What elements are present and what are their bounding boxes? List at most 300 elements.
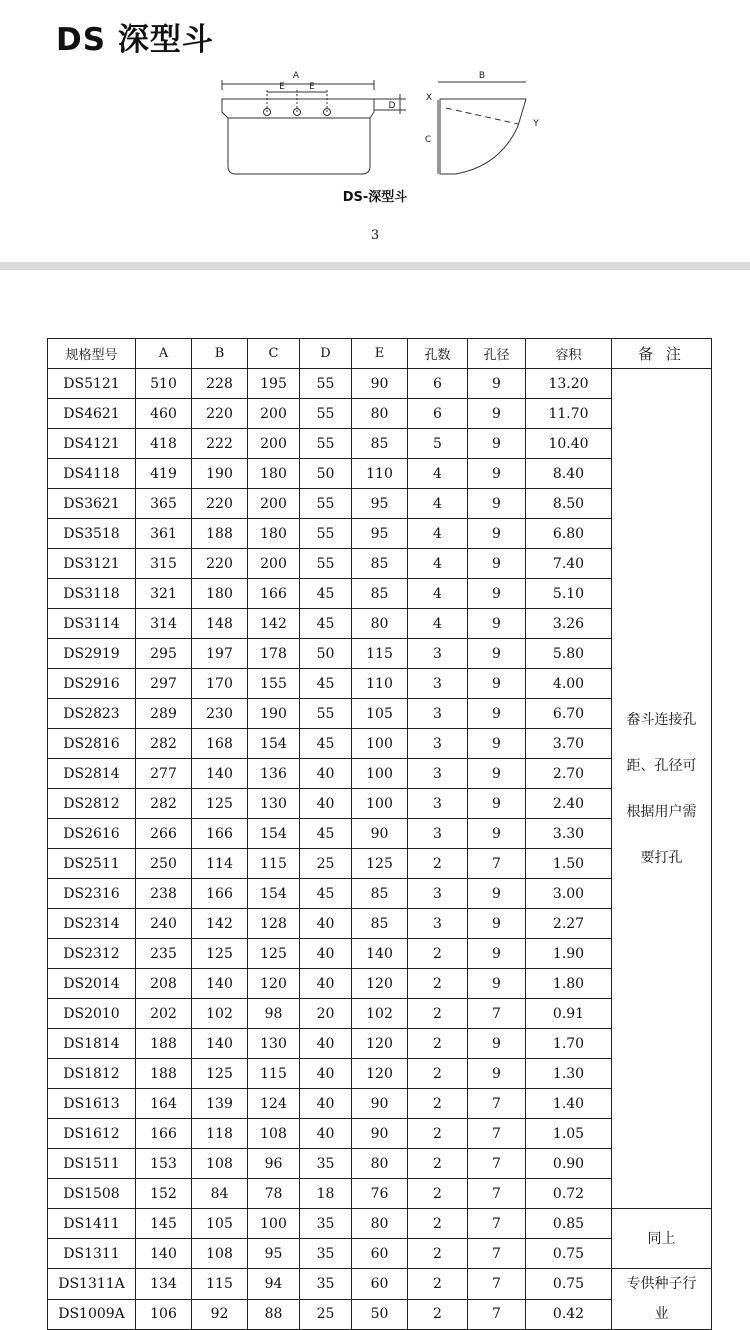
value-cell: 1.30	[526, 1059, 612, 1089]
value-cell: 190	[192, 459, 248, 489]
value-cell: 250	[136, 849, 192, 879]
value-cell: 197	[192, 639, 248, 669]
value-cell: 0.85	[526, 1209, 612, 1239]
value-cell: 100	[352, 789, 408, 819]
spec-table	[47, 338, 712, 1330]
value-cell: 2	[408, 849, 468, 879]
value-cell: 55	[300, 699, 352, 729]
model-cell: DS2812	[48, 789, 136, 819]
value-cell: 9	[468, 1029, 526, 1059]
remark-line: 专供种子行	[626, 1276, 697, 1292]
model-cell: DS2511	[48, 849, 136, 879]
model-cell: DS3621	[48, 489, 136, 519]
model-cell: DS3518	[48, 519, 136, 549]
value-cell: 35	[300, 1209, 352, 1239]
value-cell: 3	[408, 879, 468, 909]
value-cell: 11.70	[526, 399, 612, 429]
value-cell: 9	[468, 789, 526, 819]
value-cell: 282	[136, 789, 192, 819]
value-cell: 140	[192, 969, 248, 999]
value-cell: 188	[136, 1059, 192, 1089]
value-cell: 125	[192, 789, 248, 819]
table-row	[48, 369, 712, 399]
value-cell: 40	[300, 909, 352, 939]
value-cell: 45	[300, 729, 352, 759]
value-cell: 90	[352, 1119, 408, 1149]
value-cell: 4.00	[526, 669, 612, 699]
value-cell: 134	[136, 1269, 192, 1300]
value-cell: 5.10	[526, 579, 612, 609]
model-cell: DS2823	[48, 699, 136, 729]
model-cell: DS1411	[48, 1209, 136, 1239]
value-cell: 8.40	[526, 459, 612, 489]
value-cell: 230	[192, 699, 248, 729]
value-cell: 4	[408, 579, 468, 609]
value-cell: 40	[300, 939, 352, 969]
value-cell: 80	[352, 1149, 408, 1179]
value-cell: 3	[408, 699, 468, 729]
value-cell: 85	[352, 579, 408, 609]
value-cell: 85	[352, 879, 408, 909]
value-cell: 2	[408, 1269, 468, 1300]
remark-cell	[612, 369, 712, 1209]
value-cell: 105	[352, 699, 408, 729]
value-cell: 60	[352, 1269, 408, 1300]
value-cell: 40	[300, 789, 352, 819]
value-cell: 188	[136, 1029, 192, 1059]
value-cell: 108	[192, 1149, 248, 1179]
value-cell: 120	[352, 1029, 408, 1059]
value-cell: 2	[408, 969, 468, 999]
value-cell: 80	[352, 1209, 408, 1239]
value-cell: 145	[136, 1209, 192, 1239]
value-cell: 78	[248, 1179, 300, 1209]
value-cell: 25	[300, 1299, 352, 1330]
value-cell: 220	[192, 549, 248, 579]
value-cell: 45	[300, 579, 352, 609]
value-cell: 90	[352, 819, 408, 849]
value-cell: 510	[136, 369, 192, 399]
value-cell: 9	[468, 399, 526, 429]
value-cell: 40	[300, 1089, 352, 1119]
value-cell: 460	[136, 399, 192, 429]
value-cell: 7	[468, 849, 526, 879]
value-cell: 2	[408, 999, 468, 1029]
value-cell: 9	[468, 489, 526, 519]
value-cell: 140	[352, 939, 408, 969]
column-header: 孔径	[468, 339, 526, 369]
model-cell: DS2316	[48, 879, 136, 909]
value-cell: 125	[352, 849, 408, 879]
value-cell: 55	[300, 369, 352, 399]
section-divider	[0, 262, 750, 270]
value-cell: 9	[468, 459, 526, 489]
value-cell: 195	[248, 369, 300, 399]
diagram-caption: DS-深型斗	[342, 190, 408, 205]
side-view-outline	[440, 99, 526, 174]
value-cell: 154	[248, 729, 300, 759]
value-cell: 40	[300, 1119, 352, 1149]
value-cell: 7	[468, 1269, 526, 1300]
value-cell: 2	[408, 1179, 468, 1209]
value-cell: 200	[248, 399, 300, 429]
value-cell: 108	[248, 1119, 300, 1149]
value-cell: 96	[248, 1149, 300, 1179]
value-cell: 125	[192, 939, 248, 969]
model-cell: DS1812	[48, 1059, 136, 1089]
label-x: X	[425, 93, 433, 103]
value-cell: 6.80	[526, 519, 612, 549]
value-cell: 9	[468, 1059, 526, 1089]
value-cell: 8.50	[526, 489, 612, 519]
value-cell: 170	[192, 669, 248, 699]
value-cell: 90	[352, 369, 408, 399]
value-cell: 136	[248, 759, 300, 789]
value-cell: 148	[192, 609, 248, 639]
value-cell: 60	[352, 1239, 408, 1269]
value-cell: 124	[248, 1089, 300, 1119]
value-cell: 140	[192, 759, 248, 789]
value-cell: 153	[136, 1149, 192, 1179]
model-cell: DS2010	[48, 999, 136, 1029]
value-cell: 40	[300, 969, 352, 999]
value-cell: 238	[136, 879, 192, 909]
value-cell: 95	[352, 489, 408, 519]
remark-line: 业	[654, 1306, 669, 1322]
remark-cell	[612, 1269, 712, 1330]
value-cell: 297	[136, 669, 192, 699]
value-cell: 55	[300, 549, 352, 579]
value-cell: 10.40	[526, 429, 612, 459]
value-cell: 200	[248, 489, 300, 519]
value-cell: 102	[192, 999, 248, 1029]
value-cell: 115	[248, 849, 300, 879]
value-cell: 6	[408, 369, 468, 399]
value-cell: 154	[248, 879, 300, 909]
value-cell: 9	[468, 969, 526, 999]
value-cell: 140	[136, 1239, 192, 1269]
model-cell: DS2916	[48, 669, 136, 699]
model-cell: DS4621	[48, 399, 136, 429]
value-cell: 139	[192, 1089, 248, 1119]
remark-line: 同上	[647, 1230, 676, 1247]
label-e1: E	[279, 82, 285, 92]
value-cell: 2	[408, 1149, 468, 1179]
value-cell: 315	[136, 549, 192, 579]
model-cell: DS2014	[48, 969, 136, 999]
value-cell: 200	[248, 549, 300, 579]
value-cell: 108	[192, 1239, 248, 1269]
value-cell: 166	[136, 1119, 192, 1149]
value-cell: 2.40	[526, 789, 612, 819]
label-e2: E	[309, 82, 315, 92]
value-cell: 88	[248, 1299, 300, 1330]
value-cell: 125	[248, 939, 300, 969]
value-cell: 164	[136, 1089, 192, 1119]
model-cell: DS2314	[48, 909, 136, 939]
value-cell: 9	[468, 369, 526, 399]
value-cell: 1.80	[526, 969, 612, 999]
value-cell: 2	[408, 1209, 468, 1239]
table-row	[48, 1209, 712, 1239]
value-cell: 1.50	[526, 849, 612, 879]
value-cell: 1.90	[526, 939, 612, 969]
model-cell: DS2814	[48, 759, 136, 789]
value-cell: 6	[408, 399, 468, 429]
value-cell: 100	[248, 1209, 300, 1239]
value-cell: 2	[408, 1299, 468, 1330]
model-cell: DS1612	[48, 1119, 136, 1149]
value-cell: 55	[300, 399, 352, 429]
value-cell: 120	[352, 969, 408, 999]
value-cell: 142	[192, 909, 248, 939]
column-header: B	[192, 339, 248, 369]
value-cell: 90	[352, 1089, 408, 1119]
value-cell: 5	[408, 429, 468, 459]
value-cell: 9	[468, 729, 526, 759]
value-cell: 0.75	[526, 1239, 612, 1269]
value-cell: 168	[192, 729, 248, 759]
model-cell: DS1511	[48, 1149, 136, 1179]
value-cell: 152	[136, 1179, 192, 1209]
value-cell: 3	[408, 909, 468, 939]
value-cell: 9	[468, 669, 526, 699]
value-cell: 365	[136, 489, 192, 519]
value-cell: 3.30	[526, 819, 612, 849]
column-header: 备 注	[612, 339, 712, 369]
value-cell: 7	[468, 999, 526, 1029]
model-cell: DS3121	[48, 549, 136, 579]
value-cell: 295	[136, 639, 192, 669]
value-cell: 166	[248, 579, 300, 609]
value-cell: 95	[248, 1239, 300, 1269]
value-cell: 277	[136, 759, 192, 789]
value-cell: 3.70	[526, 729, 612, 759]
value-cell: 361	[136, 519, 192, 549]
value-cell: 130	[248, 1029, 300, 1059]
value-cell: 9	[468, 639, 526, 669]
value-cell: 2	[408, 1029, 468, 1059]
value-cell: 9	[468, 609, 526, 639]
value-cell: 4	[408, 489, 468, 519]
value-cell: 200	[248, 429, 300, 459]
value-cell: 85	[352, 549, 408, 579]
value-cell: 3	[408, 729, 468, 759]
remark-line: 根据用户需	[626, 803, 697, 820]
value-cell: 80	[352, 609, 408, 639]
value-cell: 0.42	[526, 1299, 612, 1330]
value-cell: 2	[408, 939, 468, 969]
value-cell: 0.91	[526, 999, 612, 1029]
value-cell: 9	[468, 699, 526, 729]
value-cell: 266	[136, 819, 192, 849]
value-cell: 120	[248, 969, 300, 999]
column-header: 规格型号	[48, 339, 136, 369]
value-cell: 7	[468, 1179, 526, 1209]
value-cell: 9	[468, 879, 526, 909]
value-cell: 4	[408, 519, 468, 549]
value-cell: 102	[352, 999, 408, 1029]
value-cell: 9	[468, 519, 526, 549]
value-cell: 6.70	[526, 699, 612, 729]
value-cell: 4	[408, 549, 468, 579]
value-cell: 2	[408, 1239, 468, 1269]
value-cell: 95	[352, 519, 408, 549]
value-cell: 55	[300, 519, 352, 549]
value-cell: 3.26	[526, 609, 612, 639]
model-cell: DS3118	[48, 579, 136, 609]
column-header: D	[300, 339, 352, 369]
value-cell: 128	[248, 909, 300, 939]
label-d: D	[388, 101, 396, 111]
value-cell: 13.20	[526, 369, 612, 399]
value-cell: 110	[352, 669, 408, 699]
value-cell: 4	[408, 609, 468, 639]
value-cell: 120	[352, 1059, 408, 1089]
value-cell: 2	[408, 1089, 468, 1119]
column-header: C	[248, 339, 300, 369]
value-cell: 55	[300, 429, 352, 459]
value-cell: 220	[192, 489, 248, 519]
value-cell: 85	[352, 909, 408, 939]
column-header: 容积	[526, 339, 612, 369]
label-a: A	[292, 71, 300, 81]
model-cell: DS4121	[48, 429, 136, 459]
value-cell: 7	[468, 1119, 526, 1149]
model-cell: DS4118	[48, 459, 136, 489]
value-cell: 50	[352, 1299, 408, 1330]
value-cell: 7	[468, 1149, 526, 1179]
value-cell: 3	[408, 669, 468, 699]
value-cell: 7	[468, 1089, 526, 1119]
value-cell: 2	[408, 1119, 468, 1149]
value-cell: 9	[468, 429, 526, 459]
value-cell: 9	[468, 759, 526, 789]
column-header: E	[352, 339, 408, 369]
model-cell: DS2816	[48, 729, 136, 759]
value-cell: 45	[300, 879, 352, 909]
table-row	[48, 1269, 712, 1300]
model-cell: DS2616	[48, 819, 136, 849]
model-cell: DS1009A	[48, 1299, 136, 1330]
value-cell: 18	[300, 1179, 352, 1209]
model-cell: DS1311A	[48, 1269, 136, 1300]
value-cell: 7.40	[526, 549, 612, 579]
value-cell: 321	[136, 579, 192, 609]
value-cell: 190	[248, 699, 300, 729]
value-cell: 154	[248, 819, 300, 849]
value-cell: 4	[408, 459, 468, 489]
remark-line: 距、孔径可	[626, 757, 697, 774]
value-cell: 76	[352, 1179, 408, 1209]
value-cell: 1.40	[526, 1089, 612, 1119]
value-cell: 0.90	[526, 1149, 612, 1179]
value-cell: 100	[352, 759, 408, 789]
remark-cell	[612, 1209, 712, 1269]
value-cell: 9	[468, 909, 526, 939]
label-b: B	[478, 71, 486, 81]
value-cell: 2.70	[526, 759, 612, 789]
value-cell: 115	[248, 1059, 300, 1089]
value-cell: 5.80	[526, 639, 612, 669]
value-cell: 40	[300, 1059, 352, 1089]
column-header: 孔数	[408, 339, 468, 369]
page-number: 3	[370, 228, 380, 243]
value-cell: 25	[300, 849, 352, 879]
value-cell: 98	[248, 999, 300, 1029]
value-cell: 1.05	[526, 1119, 612, 1149]
value-cell: 314	[136, 609, 192, 639]
value-cell: 35	[300, 1149, 352, 1179]
value-cell: 166	[192, 879, 248, 909]
value-cell: 125	[192, 1059, 248, 1089]
value-cell: 45	[300, 819, 352, 849]
value-cell: 40	[300, 759, 352, 789]
value-cell: 118	[192, 1119, 248, 1149]
value-cell: 418	[136, 429, 192, 459]
remark-line: 畚斗连接孔	[626, 711, 697, 728]
value-cell: 9	[468, 939, 526, 969]
value-cell: 130	[248, 789, 300, 819]
front-view-outline	[222, 99, 374, 174]
table-header-row	[48, 339, 712, 369]
model-cell: DS2312	[48, 939, 136, 969]
value-cell: 0.75	[526, 1269, 612, 1300]
value-cell: 50	[300, 639, 352, 669]
value-cell: 40	[300, 1029, 352, 1059]
value-cell: 105	[192, 1209, 248, 1239]
model-cell: DS1613	[48, 1089, 136, 1119]
value-cell: 45	[300, 669, 352, 699]
value-cell: 20	[300, 999, 352, 1029]
value-cell: 45	[300, 609, 352, 639]
value-cell: 0.72	[526, 1179, 612, 1209]
remark-line: 要打孔	[640, 849, 683, 866]
value-cell: 115	[192, 1269, 248, 1300]
value-cell: 3	[408, 819, 468, 849]
value-cell: 180	[248, 519, 300, 549]
value-cell: 178	[248, 639, 300, 669]
model-cell: DS1508	[48, 1179, 136, 1209]
value-cell: 85	[352, 429, 408, 459]
value-cell: 142	[248, 609, 300, 639]
value-cell: 3.00	[526, 879, 612, 909]
value-cell: 80	[352, 399, 408, 429]
value-cell: 3	[408, 759, 468, 789]
value-cell: 289	[136, 699, 192, 729]
label-y: Y	[533, 119, 539, 129]
value-cell: 180	[192, 579, 248, 609]
model-cell: DS3114	[48, 609, 136, 639]
value-cell: 2	[408, 1059, 468, 1089]
value-cell: 35	[300, 1239, 352, 1269]
value-cell: 7	[468, 1299, 526, 1330]
value-cell: 1.70	[526, 1029, 612, 1059]
column-header: A	[136, 339, 192, 369]
value-cell: 114	[192, 849, 248, 879]
value-cell: 84	[192, 1179, 248, 1209]
model-cell: DS1311	[48, 1239, 136, 1269]
value-cell: 202	[136, 999, 192, 1029]
value-cell: 110	[352, 459, 408, 489]
value-cell: 180	[248, 459, 300, 489]
value-cell: 419	[136, 459, 192, 489]
value-cell: 92	[192, 1299, 248, 1330]
page-title: DS 深型斗	[56, 22, 214, 58]
model-cell: DS2919	[48, 639, 136, 669]
value-cell: 166	[192, 819, 248, 849]
value-cell: 228	[192, 369, 248, 399]
